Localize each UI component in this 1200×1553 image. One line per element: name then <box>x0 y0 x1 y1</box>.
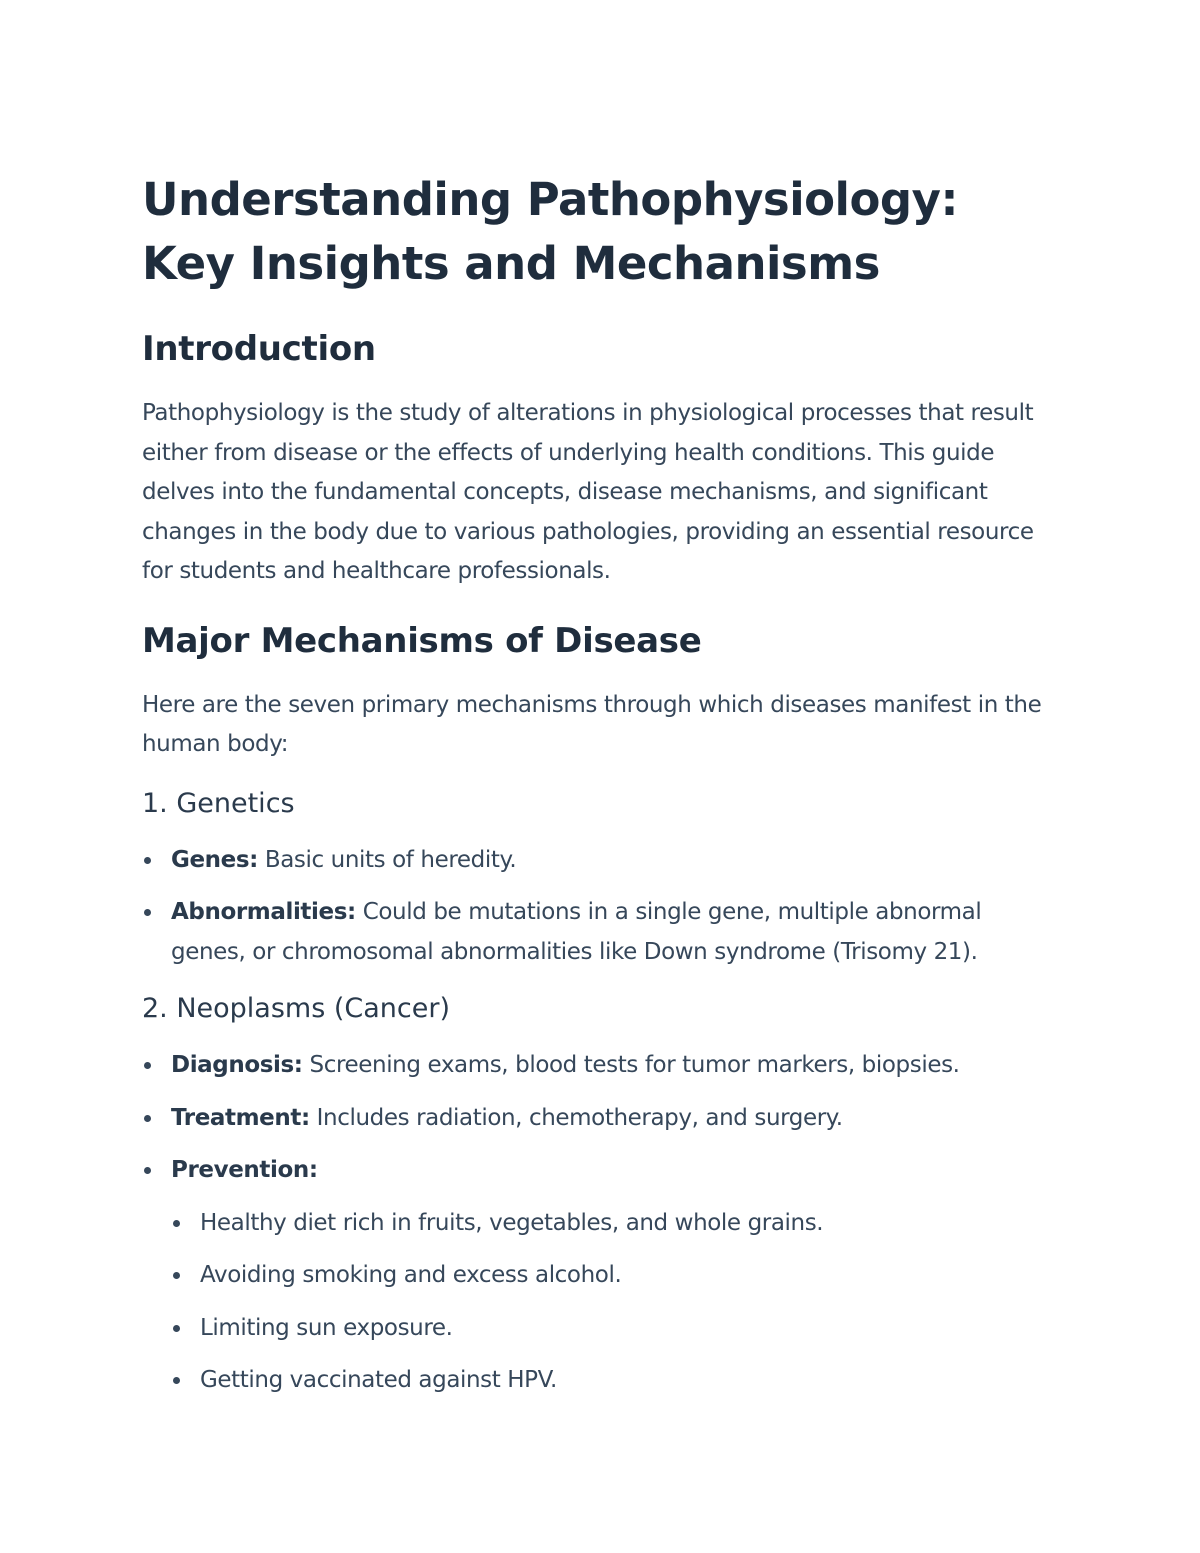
list-item-term: Diagnosis: <box>171 1052 303 1078</box>
list-item <box>142 1151 1062 1401</box>
page-title: Understanding Pathophysiology: Key Insights and Mechanisms <box>142 173 958 290</box>
list-item <box>142 841 1062 881</box>
list-item-text: Includes radiation, chemotherapy, and surgery. <box>309 1104 843 1131</box>
sub-list-item: Limiting sun exposure. <box>171 1309 1062 1349</box>
neoplasms-list <box>142 1046 1062 1401</box>
list-item <box>142 893 1062 972</box>
list-item-term: Genes: <box>171 846 258 873</box>
list-item-term: Prevention: <box>171 1157 318 1183</box>
sub-list-item: Getting vaccinated against HPV. <box>171 1361 1062 1401</box>
introduction-heading: Introduction <box>142 329 376 369</box>
genetics-list <box>142 841 1062 973</box>
list-item-text: Screening exams, blood tests for tumor markers, biopsies. <box>302 1052 960 1078</box>
introduction-paragraph: Pathophysiology is the study of alterations in physiological processes that result either from disease or the effects of underlying health conditions. This guide delves into the fundamental concepts, disease mechanisms, and significant changes in the body due to various pathologies, providing an essential resource for students and healthcare professionals. <box>142 400 1034 584</box>
major-mechanisms-heading: Major Mechanisms of Disease <box>142 620 702 661</box>
sub-list-item: Avoiding smoking and excess alcohol. <box>171 1256 1062 1296</box>
list-item <box>142 1046 1062 1086</box>
neoplasms-heading: 2. Neoplasms (Cancer) <box>142 993 451 1024</box>
list-item-text: Could be mutations in a single gene, multiple abnormal genes, or chromosomal abnormalities like Down syndrome (Trisomy 21). <box>171 899 982 965</box>
document-content <box>142 168 1062 1414</box>
major-mechanisms-paragraph: Here are the seven primary mechanisms through which diseases manifest in the human body: <box>142 691 1042 757</box>
sub-list-item: Healthy diet rich in fruits, vegetables, and whole grains. <box>171 1204 1062 1244</box>
prevention-sublist <box>171 1204 1062 1401</box>
list-item <box>142 1099 1062 1139</box>
list-item-term: Abnormalities: <box>171 899 356 925</box>
list-item-text: Basic units of heredity. <box>257 846 517 873</box>
list-item-term: Treatment: <box>171 1104 310 1131</box>
genetics-heading: 1. Genetics <box>142 787 295 819</box>
